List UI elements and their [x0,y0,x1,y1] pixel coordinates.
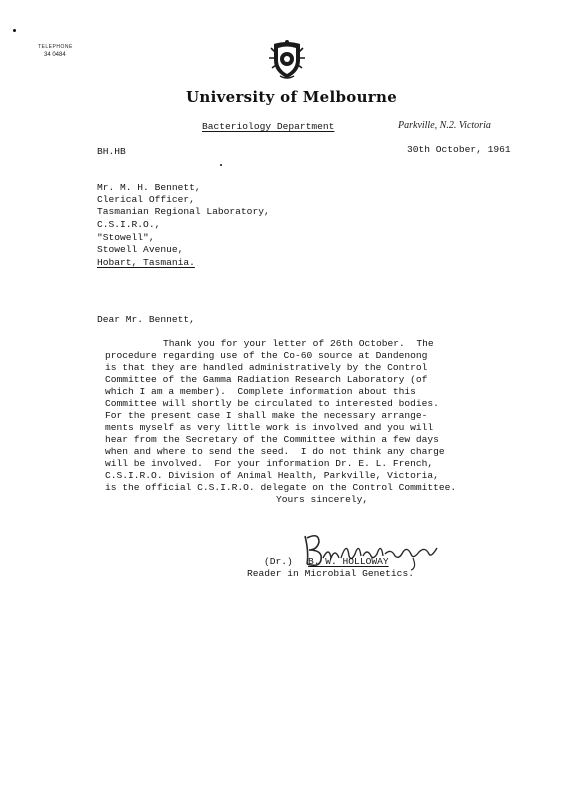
department-name: Bacteriology Department [202,121,335,132]
telephone-label: TELEPHONE [38,44,73,50]
body-line: which I am a member). Complete information about this [105,386,416,397]
body-line: procedure regarding use of the Co-60 source at Dandenong [105,350,428,361]
stray-mark [13,29,16,32]
recipient-line: C.S.I.R.O., [97,219,161,230]
body-line: C.S.I.R.O. Division of Animal Health, Parkville, Victoria, [105,470,439,481]
recipient-line: Hobart, Tasmania. [97,257,195,268]
salutation: Dear Mr. Bennett, [97,314,195,325]
recipient-line: "Stowell", [97,232,155,243]
body-line: is that they are handled administratively by the Control [105,362,428,373]
body-line: ments myself as very little work is involved and you will [105,422,434,433]
university-name: University of Melbourne [186,88,398,106]
recipient-line: Clerical Officer, [97,194,195,205]
closing: Yours sincerely, [276,494,369,505]
recipient-line: Mr. M. H. Bennett, [97,182,201,193]
handwritten-signature-icon [282,510,432,554]
body-line: hear from the Secretary of the Committee within a few days [105,434,439,445]
recipient-line: Stowell Avenue, [97,244,184,255]
body-line: will be involved. For your information Dr. E. L. French, [105,458,434,469]
stray-mark [220,164,222,166]
body-line: Committee of the Gamma Radiation Research Laboratory (of [105,374,428,385]
body-line: For the present case I shall make the necessary arrange- [105,410,428,421]
body-line: is the official C.S.I.R.O. delegate on the Control Committee. [105,482,457,493]
letter-date: 30th October, 1961 [407,144,511,155]
recipient-line: Tasmanian Regional Laboratory, [97,206,270,217]
body-line: Committee will shortly be circulated to interested bodies. [105,398,439,409]
telephone-number: 34 0484 [44,52,66,58]
body-line: Thank you for your letter of 26th October. The [163,338,434,349]
body-line: when and where to send the seed. I do not think any charge [105,446,445,457]
signatory-name: B. W. HOLLOWAY [308,556,389,567]
university-crest-icon [250,20,286,62]
reference-code: BH.HB [97,146,126,157]
address: Parkville, N.2. Victoria [398,120,491,131]
signatory-prefix: (Dr.) [264,556,293,567]
signatory-position: Reader in Microbial Genetics. [247,568,414,579]
